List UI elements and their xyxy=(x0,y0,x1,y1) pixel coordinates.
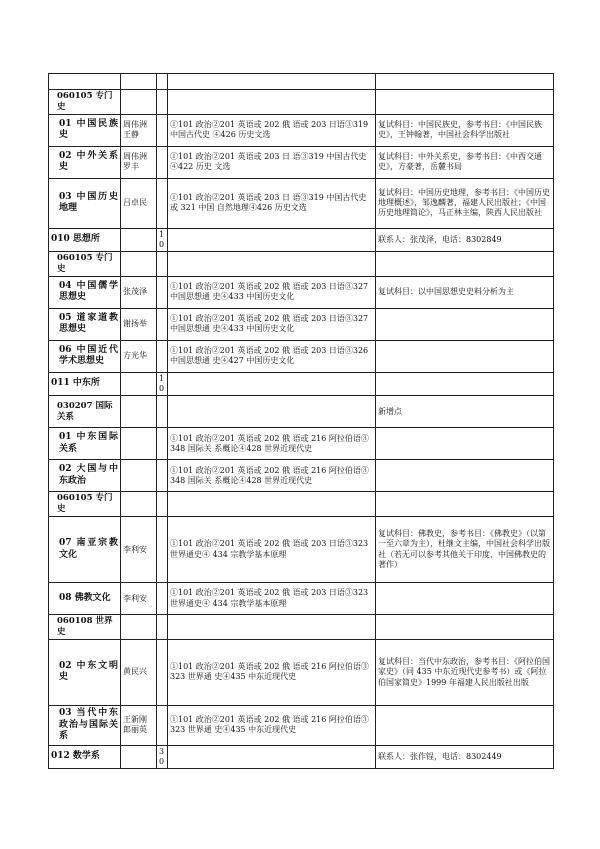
discipline-code: 060108 世界史 xyxy=(49,615,121,640)
exam-subjects: ①101 政治②201 英语或 202 俄 语或 203 日语③323 世界通史④ 434 宗教学基本原理 xyxy=(168,517,376,583)
table-row xyxy=(49,460,554,492)
retest-note: 复试科目：中国历史地理，参考书目：《中国历史地理概述》，邹逸麟著，福建人民出版社；《中国历史地理简论》，马正林主编，陕西人民出版社 xyxy=(376,178,554,228)
tutor-names xyxy=(121,705,157,745)
note-cell xyxy=(376,90,554,115)
tutor-names xyxy=(121,146,157,178)
table-row xyxy=(49,583,554,615)
enrollment-count: 10 xyxy=(157,372,168,395)
empty-cell xyxy=(121,90,157,115)
empty-cell xyxy=(168,396,376,428)
enrollment-count xyxy=(157,639,168,705)
empty-cell xyxy=(157,615,168,640)
table-row xyxy=(49,90,554,115)
note-cell xyxy=(376,615,554,640)
retest-note: 复试科目：中外关系史，参考书目：《中西交通史》，方豪著，岳麓书局 xyxy=(376,146,554,178)
header-cell xyxy=(168,74,376,90)
empty-cell xyxy=(121,615,157,640)
exam-subjects: ①101 政治②201 英语或 202 俄 语或 203 日语③319 中国古代史 ④426 历史文选 xyxy=(168,114,376,146)
empty-cell xyxy=(157,90,168,115)
exam-subjects: ①101 政治②201 英语或 202 俄 语或 216 阿拉伯语③323 世界通 史④435 中东近现代史 xyxy=(168,705,376,745)
header-cell xyxy=(121,74,157,90)
tutor-names xyxy=(121,583,157,615)
tutor-name: 谢扬举 xyxy=(123,319,147,329)
tutor-name: 方光华 xyxy=(123,351,147,361)
research-direction: 06 中国近代学术思想史 xyxy=(49,340,121,372)
exam-subjects: ①101 政治②201 英语或 202 俄 语或 203 日语③327 中国思想通 史④433 中国历史文化 xyxy=(168,308,376,340)
tutor-name: 王静 xyxy=(123,130,139,140)
empty-cell xyxy=(121,372,157,395)
empty-cell xyxy=(121,228,157,251)
research-direction: 02 中外关系史 xyxy=(49,146,121,178)
retest-note xyxy=(376,340,554,372)
exam-subjects: ①101 政治②201 英语或 203 日 语③319 中国古代史或 321 中国 自然地理④426 历史文选 xyxy=(168,178,376,228)
header-cell xyxy=(49,74,121,90)
table-row xyxy=(49,252,554,277)
retest-note: 复试科目：中国民族史，参考书目：《中国民族史》，王钟翰著，中国社会科学出版社 xyxy=(376,114,554,146)
discipline-code: 060105 专门史 xyxy=(49,252,121,277)
enrollment-count: 10 xyxy=(157,228,168,251)
header-cell xyxy=(376,74,554,90)
enrollment-count xyxy=(157,276,168,308)
research-direction: 01 中国民族史 xyxy=(49,114,121,146)
empty-cell xyxy=(168,615,376,640)
retest-note: 复试科目：佛教史，参考书目：《佛教史》（以第一至六章为主），杜继文主编，中国社会科学出版社（若无可以参考其他关于印度、中国佛教史的著作） xyxy=(376,517,554,583)
note-cell: 新增点 xyxy=(376,396,554,428)
enrollment-count xyxy=(157,460,168,492)
note-cell xyxy=(376,492,554,517)
tutor-name: 郎丽英 xyxy=(123,725,147,735)
table-row xyxy=(49,308,554,340)
empty-cell xyxy=(168,252,376,277)
empty-cell xyxy=(121,745,157,768)
enrollment-count xyxy=(157,340,168,372)
empty-cell xyxy=(168,372,376,395)
empty-cell xyxy=(121,252,157,277)
table-row xyxy=(49,178,554,228)
table-row xyxy=(49,396,554,428)
tutor-name: 黄民兴 xyxy=(123,667,147,677)
department-name: 011 中东所 xyxy=(49,372,121,395)
discipline-code: 030207 国际关系 xyxy=(49,396,121,428)
enrollment-count xyxy=(157,705,168,745)
research-direction: 03 当代中东政治与国际关系 xyxy=(49,705,121,745)
exam-subjects: ①101 政治②201 英语或 202 俄 语或 203 日语③326 中国思想通 史④427 中国历史文化 xyxy=(168,340,376,372)
exam-subjects: ①101 政治②201 英语或 203 日 语③319 中国古代史④422 历史 文选 xyxy=(168,146,376,178)
retest-note xyxy=(376,308,554,340)
retest-note xyxy=(376,428,554,460)
department-name: 010 思想所 xyxy=(49,228,121,251)
tutor-name: 罗丰 xyxy=(123,162,139,172)
discipline-code: 060105 专门史 xyxy=(49,90,121,115)
enrollment-count xyxy=(157,308,168,340)
tutor-names xyxy=(121,639,157,705)
tutor-names xyxy=(121,460,157,492)
empty-cell xyxy=(168,90,376,115)
admissions-table xyxy=(48,73,554,769)
tutor-names xyxy=(121,276,157,308)
table-row xyxy=(49,276,554,308)
research-direction: 02 大国与中东政治 xyxy=(49,460,121,492)
empty-cell xyxy=(168,745,376,768)
table-row xyxy=(49,114,554,146)
tutor-names xyxy=(121,308,157,340)
research-direction: 02 中东文明史 xyxy=(49,639,121,705)
contact-info: 联系人：张茂泽，电话：8302849 xyxy=(376,228,554,251)
contact-info: 联系人：张作锃，电话：8302449 xyxy=(376,745,554,768)
table-body xyxy=(49,74,554,769)
enrollment-count xyxy=(157,114,168,146)
research-direction: 03 中国历史地理 xyxy=(49,178,121,228)
table-row xyxy=(49,745,554,768)
retest-note xyxy=(376,583,554,615)
tutor-name: 吕卓民 xyxy=(123,198,147,208)
note-cell xyxy=(376,252,554,277)
exam-subjects: ①101 政治②201 英语或 202 俄 语或 203 日语③323 世界通史④ 434 宗教学基本原理 xyxy=(168,583,376,615)
table-row xyxy=(49,372,554,395)
enrollment-count xyxy=(157,517,168,583)
empty-cell xyxy=(121,396,157,428)
research-direction: 04 中国儒学思想史 xyxy=(49,276,121,308)
tutor-name: 张茂泽 xyxy=(123,287,147,297)
research-direction: 01 中东国际关系 xyxy=(49,428,121,460)
table-row xyxy=(49,705,554,745)
enrollment-count xyxy=(157,428,168,460)
header-cell xyxy=(157,74,168,90)
exam-subjects: ①101 政治②201 英语或 202 俄 语或 203 日语③327 中国思想通 史④433 中国历史文化 xyxy=(168,276,376,308)
research-direction: 08 佛教文化 xyxy=(49,583,121,615)
empty-cell xyxy=(157,492,168,517)
empty-cell xyxy=(157,252,168,277)
tutor-names xyxy=(121,114,157,146)
exam-subjects: ①101 政治②201 英语或 202 俄 语或 216 阿拉伯语③348 国际关 系概论④428 世界近现代史 xyxy=(168,428,376,460)
enrollment-count xyxy=(157,146,168,178)
retest-note: 复试科目：当代中东政治，参考书目：《阿拉伯国家史》（同 435 中东近现代史参考书）或《阿拉伯国家简史》1999 年福建人民出版社出版 xyxy=(376,639,554,705)
table-row xyxy=(49,146,554,178)
empty-cell xyxy=(168,228,376,251)
research-direction: 05 道家道教思想史 xyxy=(49,308,121,340)
tutor-names xyxy=(121,340,157,372)
research-direction: 07 南亚宗教文化 xyxy=(49,517,121,583)
discipline-code: 060105 专门史 xyxy=(49,492,121,517)
empty-cell xyxy=(157,396,168,428)
retest-note: 复试科目：以中国思想史史料分析为主 xyxy=(376,276,554,308)
table-row xyxy=(49,428,554,460)
enrollment-count xyxy=(157,178,168,228)
tutor-names xyxy=(121,517,157,583)
tutor-names xyxy=(121,428,157,460)
tutor-name: 周伟洲 xyxy=(123,120,147,130)
empty-cell xyxy=(168,492,376,517)
table-row xyxy=(49,340,554,372)
contact-info xyxy=(376,372,554,395)
enrollment-count: 30 xyxy=(157,745,168,768)
table-row xyxy=(49,639,554,705)
tutor-name: 李利安 xyxy=(123,593,147,603)
tutor-name: 周伟洲 xyxy=(123,152,147,162)
empty-cell xyxy=(121,492,157,517)
tutor-name: 李利安 xyxy=(123,544,147,554)
enrollment-count xyxy=(157,583,168,615)
table-row xyxy=(49,517,554,583)
exam-subjects: ①101 政治②201 英语或 202 俄 语或 216 阿拉伯语③323 世界通 史④435 中东近现代史 xyxy=(168,639,376,705)
tutor-names xyxy=(121,178,157,228)
table-row xyxy=(49,74,554,90)
table-row xyxy=(49,228,554,251)
tutor-name: 王新刚 xyxy=(123,715,147,725)
retest-note xyxy=(376,460,554,492)
retest-note xyxy=(376,705,554,745)
table-row xyxy=(49,615,554,640)
table-row xyxy=(49,492,554,517)
exam-subjects: ①101 政治②201 英语或 202 俄 语或 216 阿拉伯语③348 国际关 系概论④428 世界近现代史 xyxy=(168,460,376,492)
department-name: 012 数学系 xyxy=(49,745,121,768)
